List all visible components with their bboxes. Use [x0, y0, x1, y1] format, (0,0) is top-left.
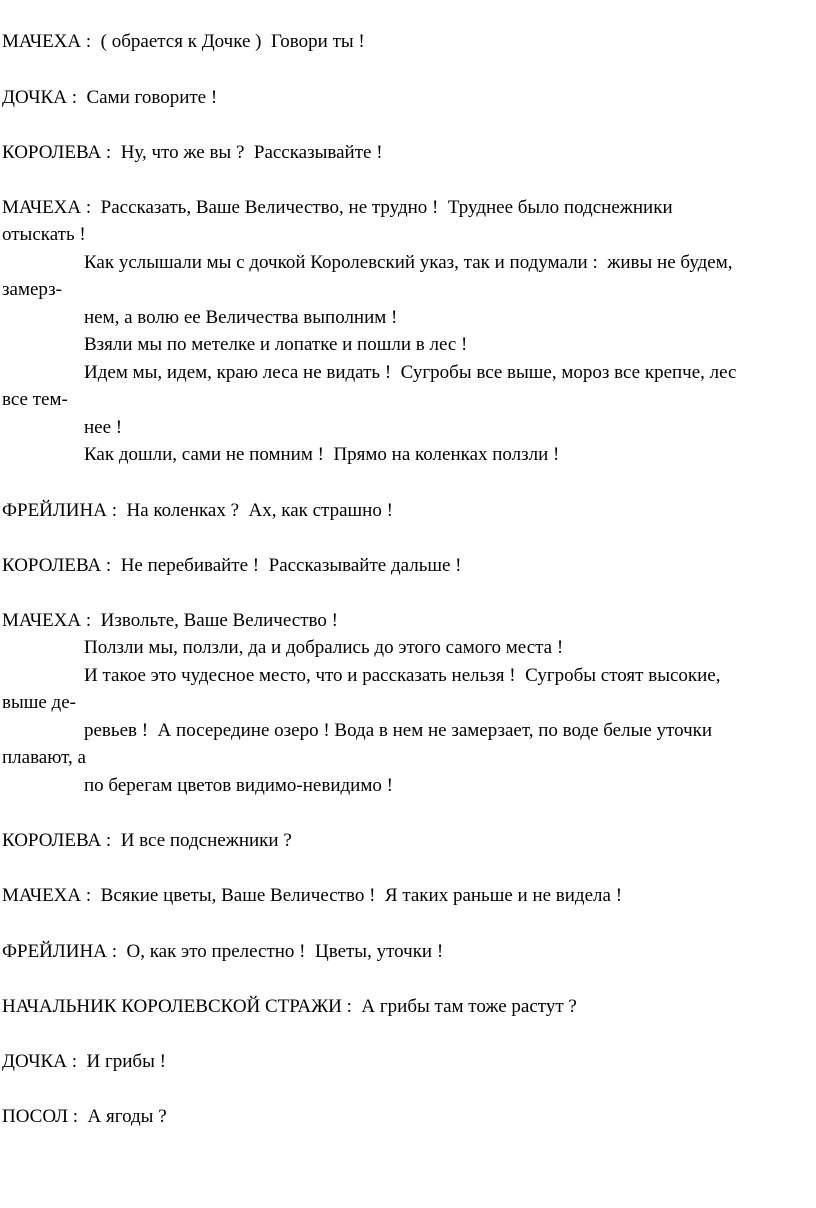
text-line: плавают, а	[2, 747, 86, 768]
text-line: выше де-	[2, 692, 76, 713]
text-line: НАЧАЛЬНИК КОРОЛЕВСКОЙ СТРАЖИ : А грибы там тоже растут ?	[2, 996, 577, 1017]
text-line: Как услышали мы с дочкой Королевский указ, так и подумали : живы не будем,	[84, 252, 733, 273]
text-line: ФРЕЙЛИНА : О, как это прелестно ! Цветы, уточки !	[2, 941, 444, 962]
text-line: Как дошли, сами не помним ! Прямо на коленках ползли !	[84, 444, 560, 465]
text-line: КОРОЛЕВА : Ну, что же вы ? Рассказывайте !	[2, 142, 383, 163]
text-line: замерз-	[2, 279, 62, 300]
text-line: МАЧЕХА : Рассказать, Ваше Величество, не трудно ! Труднее было подснежники	[2, 197, 673, 218]
text-line: МАЧЕХА : Всякие цветы, Ваше Величество ! Я таких раньше и не видела !	[2, 885, 623, 906]
text-line: КОРОЛЕВА : И все подснежники ?	[2, 830, 292, 851]
text-line: ПОСОЛ : А ягоды ?	[2, 1106, 167, 1127]
text-line: ФРЕЙЛИНА : На коленках ? Ах, как страшно !	[2, 500, 393, 521]
text-line: ДОЧКА : И грибы !	[2, 1051, 166, 1072]
text-line: КОРОЛЕВА : Не перебивайте ! Рассказывайте дальше !	[2, 555, 462, 576]
text-line: ДОЧКА : Сами говорите !	[2, 87, 218, 108]
text-line: нее !	[84, 417, 123, 438]
text-line: все тем-	[2, 389, 68, 410]
text-line: МАЧЕХА : Извольте, Ваше Величество !	[2, 610, 338, 631]
text-line: Взяли мы по метелке и лопатке и пошли в лес !	[84, 334, 468, 355]
text-line: нем, а волю ее Величества выполним !	[84, 307, 398, 328]
text-line: Идем мы, идем, краю леса не видать ! Сугробы все выше, мороз все крепче, лес	[84, 362, 737, 383]
text-line: Ползли мы, ползли, да и добрались до этого самого места !	[84, 637, 564, 658]
text-line: МАЧЕХА : ( обрается к Дочке ) Говори ты !	[2, 31, 365, 52]
text-line: ревьев ! А посередине озеро ! Вода в нем не замерзает, по воде белые уточки	[84, 720, 713, 741]
text-line: отыскать !	[2, 224, 86, 245]
text-line: по берегам цветов видимо-невидимо !	[84, 775, 393, 796]
text-line: И такое это чудесное место, что и рассказать нельзя ! Сугробы стоят высокие,	[84, 665, 721, 686]
